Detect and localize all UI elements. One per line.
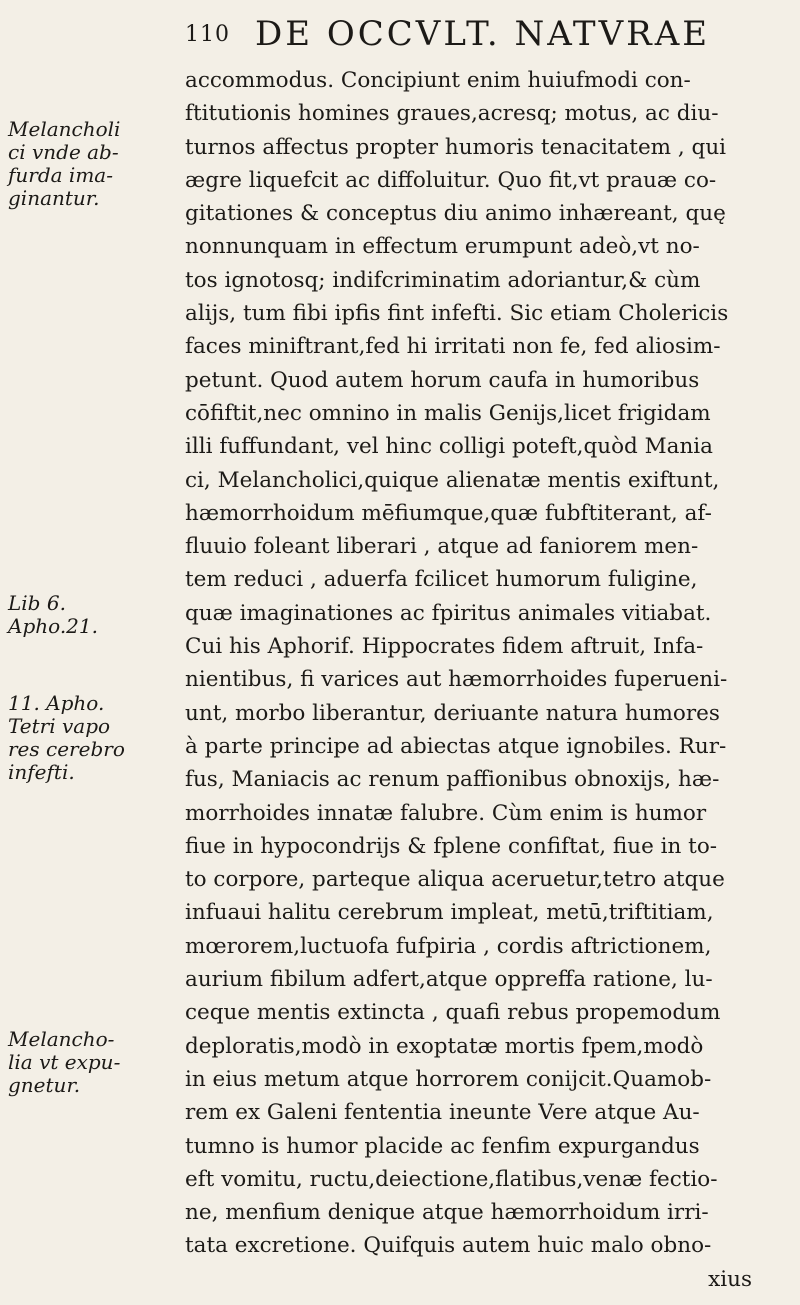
text-line: petunt. Quod autem horum caufa in humoribus bbox=[185, 367, 700, 393]
margin-note-line: infefti. bbox=[8, 760, 75, 784]
text-line: rem ex Galeni fententia ineunte Vere atque Au- bbox=[185, 1100, 700, 1126]
text-line: tata excretione. Quifquis autem huic malo obno- bbox=[185, 1233, 712, 1259]
text-line: faces miniftrant,fed hi irritati non fe, fed aliosim- bbox=[185, 334, 721, 360]
text-line: illi fuffundant, vel hinc colligi poteft,quòd Mania bbox=[185, 434, 713, 460]
text-line: turnos affectus propter humoris tenacitatem , qui bbox=[185, 134, 727, 160]
text-line: mœrorem,luctuofa fufpiria , cordis aftrictionem, bbox=[185, 933, 712, 959]
text-line: Cui his Aphorif. Hippocrates fidem aftruit, Infa- bbox=[185, 634, 704, 660]
margin-note-line: gnetur. bbox=[8, 1073, 81, 1097]
margin-note-line: ci vnde ab- bbox=[8, 140, 119, 164]
margin-note-line: res cerebro bbox=[8, 737, 125, 761]
margin-note-line: Lib 6. bbox=[8, 591, 66, 615]
margin-note-line: Apho.21. bbox=[8, 614, 98, 638]
text-line: quæ imaginationes ac fpiritus animales vitiabat. bbox=[185, 600, 712, 626]
text-line: fluuio foleant liberari , atque ad faniorem men- bbox=[185, 534, 699, 560]
text-line: to corpore, parteque aliqua aceruetur,tetro atque bbox=[185, 867, 725, 893]
text-line: unt, morbo liberantur, deriuante natura humores bbox=[185, 700, 720, 726]
main-text-column bbox=[185, 64, 770, 1296]
margin-note-melancholy-purge bbox=[8, 1028, 183, 1097]
text-line: hæmorrhoidum mēfiumque,quæ fubftiterant, af- bbox=[185, 500, 712, 526]
text-line: ceque mentis extincta , quafi rebus propemodum bbox=[185, 1000, 721, 1026]
text-line: ne, menfium denique atque hæmorrhoidum irri- bbox=[185, 1200, 709, 1226]
text-line: tos ignotosq; indifcriminatim adoriantur,& cùm bbox=[185, 267, 701, 293]
text-line: nientibus, fi varices aut hæmorrhoides fuperueni- bbox=[185, 667, 728, 693]
text-line: aurium fibilum adfert,atque oppreffa ratione, lu- bbox=[185, 967, 713, 993]
margin-note-brain-vapors bbox=[8, 692, 183, 784]
text-line: infuaui halitu cerebrum impleat, metū,triftitiam, bbox=[185, 900, 714, 926]
text-line: fus, Maniacis ac renum paffionibus obnoxijs, hæ- bbox=[185, 767, 720, 793]
text-line: fiue in hypocondrijs & fplene confiftat, fiue in to- bbox=[185, 833, 718, 859]
margin-note-line: 11. Apho. bbox=[8, 691, 105, 715]
text-line: eft vomitu, ructu,deiectione,flatibus,venæ fectio- bbox=[185, 1166, 718, 1192]
margin-note-line: ginantur. bbox=[8, 186, 100, 210]
text-line: deploratis,modò in exoptatæ mortis fpem,modò bbox=[185, 1033, 704, 1059]
running-title: DE OCCVLT. NATVRAE bbox=[255, 14, 711, 54]
text-line: morrhoides innatæ falubre. Cùm enim is humor bbox=[185, 800, 707, 826]
text-line: nonnunquam in effectum erumpunt adeò,vt no- bbox=[185, 234, 700, 260]
text-line: tumno is humor placide ac fenfim expurgandus bbox=[185, 1133, 700, 1159]
text-line: xius bbox=[708, 1266, 752, 1292]
text-line: alijs, tum fibi ipfis fint infefti. Sic etiam Cholericis bbox=[185, 301, 729, 327]
text-line: ftitutionis homines graues,acresq; motus, ac diu- bbox=[185, 101, 719, 127]
text-line: accommodus. Concipiunt enim huiufmodi con- bbox=[185, 68, 691, 93]
text-line: cōfiftit,nec omnino in malis Genijs,licet frigidam bbox=[185, 400, 711, 426]
margin-note-aphorism-reference bbox=[8, 592, 183, 638]
margin-note-line: Melancho- bbox=[8, 1027, 115, 1051]
margin-note-line: Melancholi bbox=[8, 117, 121, 141]
text-line: tem reduci , aduerfa fcilicet humorum fuligine, bbox=[185, 567, 698, 593]
text-line: gitationes & conceptus diu animo inhæreant, quę bbox=[185, 201, 726, 227]
text-line: ægre liquefcit ac diffoluitur. Quo fit,vt prauæ co- bbox=[185, 167, 717, 193]
margin-note-melancholy-imaginations bbox=[8, 118, 183, 210]
text-line: in eius metum atque horrorem conijcit.Quamob- bbox=[185, 1066, 712, 1092]
text-line: à parte principe ad abiectas atque ignobiles. Rur- bbox=[185, 733, 727, 759]
margin-note-line: furda ima- bbox=[8, 163, 113, 187]
text-line: ci, Melancholici,quique alienatæ mentis exiftunt, bbox=[185, 467, 720, 493]
page-number: 110 bbox=[185, 22, 230, 47]
margin-note-line: lia vt expu- bbox=[8, 1050, 121, 1074]
page-header bbox=[185, 14, 725, 58]
margin-note-line: Tetri vapo bbox=[8, 714, 111, 738]
